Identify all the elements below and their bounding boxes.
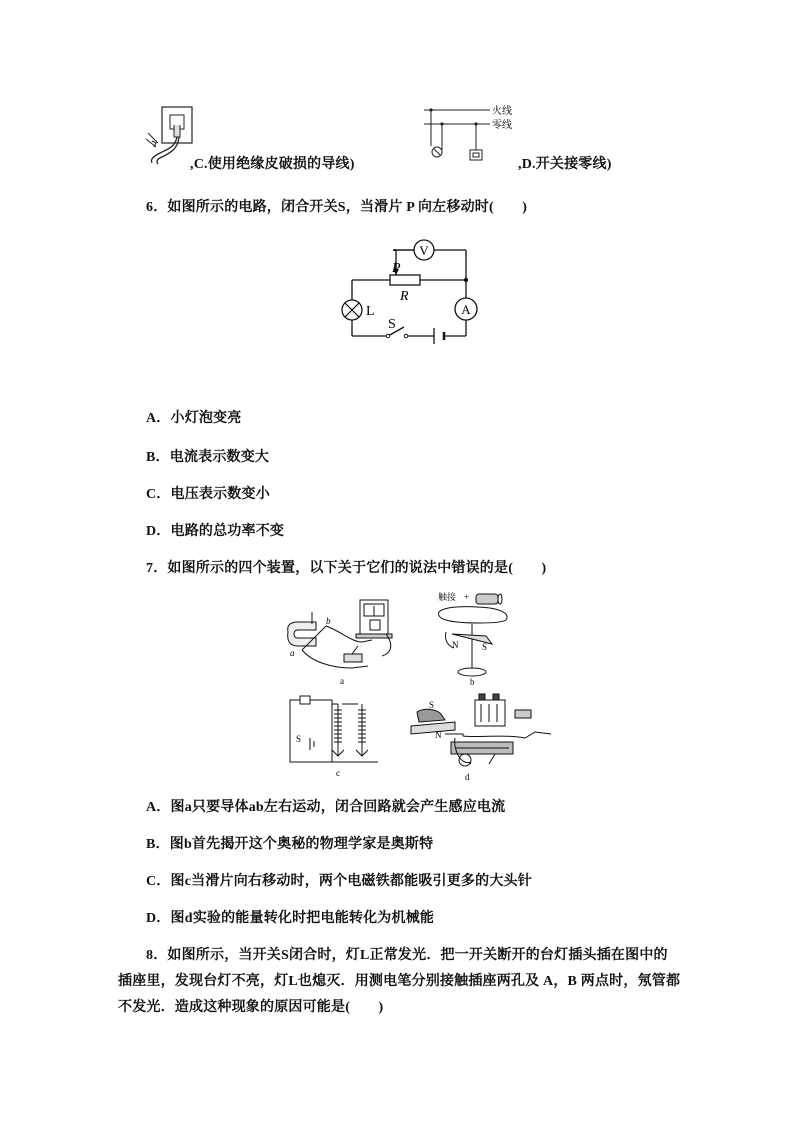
ammeter-label: A bbox=[461, 302, 471, 317]
switch-s-label: S bbox=[388, 317, 396, 332]
slider-p-label: P bbox=[392, 261, 401, 276]
q7-option-a: A．图a只要导体ab左右运动，闭合回路就会产生感应电流 bbox=[146, 800, 506, 815]
q7-figure-d bbox=[405, 690, 553, 782]
q7-stem: 7．如图所示的四个装置，以下关于它们的说法中错误的是( ) bbox=[146, 561, 547, 576]
q7-option-b: B．图b首先揭开这个奥秘的物理学家是奥斯特 bbox=[146, 837, 434, 852]
switch-on-neutral-figure bbox=[420, 100, 520, 168]
fig-b-label: b bbox=[470, 677, 475, 687]
q5-option-c: ,C.使用绝缘皮破损的导线) bbox=[190, 157, 355, 172]
fig-b-s-label: S bbox=[482, 642, 488, 652]
q7-option-d: D．图d实验的能量转化时把电能转化为机械能 bbox=[146, 911, 435, 926]
q8-line-2: 插座里，发现台灯不亮，灯L也熄灭．用测电笔分别接触插座两孔及 A，B 两点时，氖管都 bbox=[118, 974, 681, 989]
neutral-wire-label: 零线 bbox=[492, 120, 512, 131]
q6-circuit-diagram bbox=[338, 232, 488, 347]
q5-option-d: ,D.开关接零线) bbox=[518, 157, 612, 172]
q6-stem: 6．如图所示的电路，闭合开关S，当滑片 P 向左移动时( ) bbox=[146, 200, 528, 215]
fire-wire-label: 火线 bbox=[492, 106, 512, 117]
q8-line-3: 不发光．造成这种现象的原因可能是( ) bbox=[118, 1000, 384, 1015]
q7-figure-b bbox=[430, 588, 520, 688]
q7-option-c: C．图c当滑片向右移动时，两个电磁铁都能吸引更多的大头针 bbox=[146, 874, 532, 889]
fig-d-label: d bbox=[465, 772, 470, 782]
fig-d-n-label: N bbox=[435, 730, 442, 740]
q6-option-a: A．小灯泡变亮 bbox=[146, 411, 242, 426]
q6-option-b: B．电流表示数变大 bbox=[146, 450, 270, 465]
q6-option-d: D．电路的总功率不变 bbox=[146, 524, 285, 539]
resistor-r-label: R bbox=[400, 289, 409, 304]
q7-figure-a bbox=[282, 592, 402, 687]
fig-b-touch-label: 触接 bbox=[438, 592, 457, 602]
q7-figure-c bbox=[286, 694, 386, 780]
voltmeter-label: V bbox=[419, 243, 429, 258]
lamp-l-label: L bbox=[366, 304, 375, 319]
fig-d-s-label: S bbox=[429, 700, 435, 710]
fig-a-wire-b: b bbox=[326, 616, 331, 626]
fig-c-label: c bbox=[336, 768, 340, 778]
q6-option-c: C．电压表示数变小 bbox=[146, 487, 270, 502]
fig-b-plus-label: + bbox=[464, 592, 470, 602]
fig-a-label: a bbox=[340, 676, 344, 686]
fig-b-n-label: N bbox=[452, 640, 459, 650]
fig-c-s-label: S bbox=[296, 734, 302, 744]
q8-line-1: 8．如图所示，当开关S闭合时，灯L正常发光．把一开关断开的台灯插头插在图中的 bbox=[146, 948, 668, 963]
fig-a-wire-a: a bbox=[290, 648, 295, 658]
